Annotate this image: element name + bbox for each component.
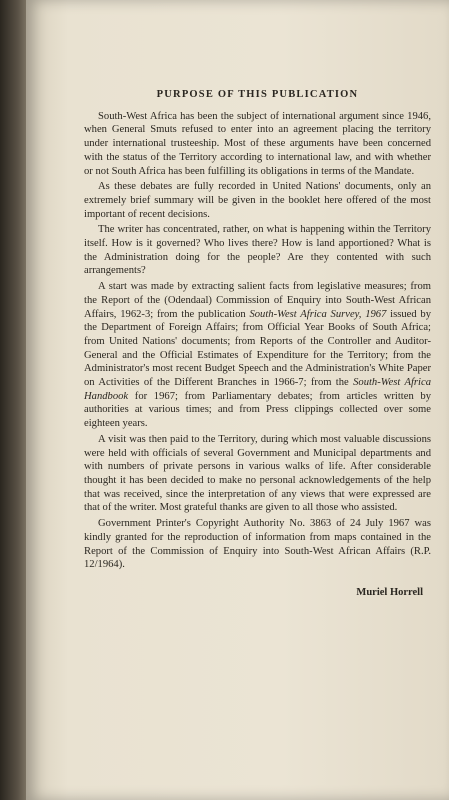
sources-text-1: A start was made by extracting salient facts from legislative measures; from the Report of the (Odendaal) Commission of Enquiry into South-West African Affairs, 1962-3; from the publication — [84, 281, 431, 320]
sources-title-survey: South-West Africa Survey, 1967 — [249, 308, 387, 320]
sources-text-3: for 1967; from Parliamentary debates; from articles written by authorities at various times; and from Press clippings collected over some eighteen years. — [84, 390, 431, 430]
page-content — [84, 88, 431, 600]
book-page — [26, 0, 449, 800]
page-title: PURPOSE OF THIS PUBLICATION — [156, 89, 359, 100]
sources-title-handbook: South-West Africa Handbook — [84, 377, 431, 402]
paragraph-debates: As these debates are fully recorded in United Nations' documents, only an extremely brief summary will be given in the booklet here offered of the most important of recent decisions. — [84, 181, 431, 220]
paragraph-sources — [84, 280, 431, 431]
author-signature: Muriel Horrell — [356, 586, 423, 598]
paragraph-visit: A visit was then paid to the Territory, during which most valuable discussions were held with officials of several Government and Municipal departments and with numbers of private persons in various walks of life. After considerable thought it has been decided to make no personal acknowledgements of the help that was received, since the interpretation of any views that were expressed are that of the writer. Most grateful thanks are given to all those who assisted. — [84, 433, 431, 514]
paragraph-focus: The writer has concentrated, rather, on what is happening within the Territory itself. How is it governed? Who lives there? How is land apportioned? What is the Administration doing for the people? Are they contented with such arrangements? — [84, 224, 431, 277]
sources-text-2: issued by the Department of Foreign Affairs; from Official Year Books of South Africa; from United Nations' documents; from Reports of the Controller and Auditor-General and the Official Estimates of Expenditure for the Territory; from the Administrator's most recent Budget Speech and the Administration's White Paper on Activities of the Different Branches in 1966-7; from the — [84, 308, 431, 389]
paragraph-copyright: Government Printer's Copyright Authority No. 3863 of 24 July 1967 was kindly granted for the reproduction of information from maps contained in the Report of the Commission of Enquiry into South-West African Affairs (R.P. 12/1964). — [84, 518, 431, 571]
paragraph-intro: South-West Africa has been the subject of international argument since 1946, when General Smuts refused to enter into an agreement placing the territory under international trusteeship. Most of these arguments have been concerned with the status of the Territory according to international law, and with whether or not South Africa has been fulfilling its obligations in terms of the Mandate. — [84, 110, 431, 177]
